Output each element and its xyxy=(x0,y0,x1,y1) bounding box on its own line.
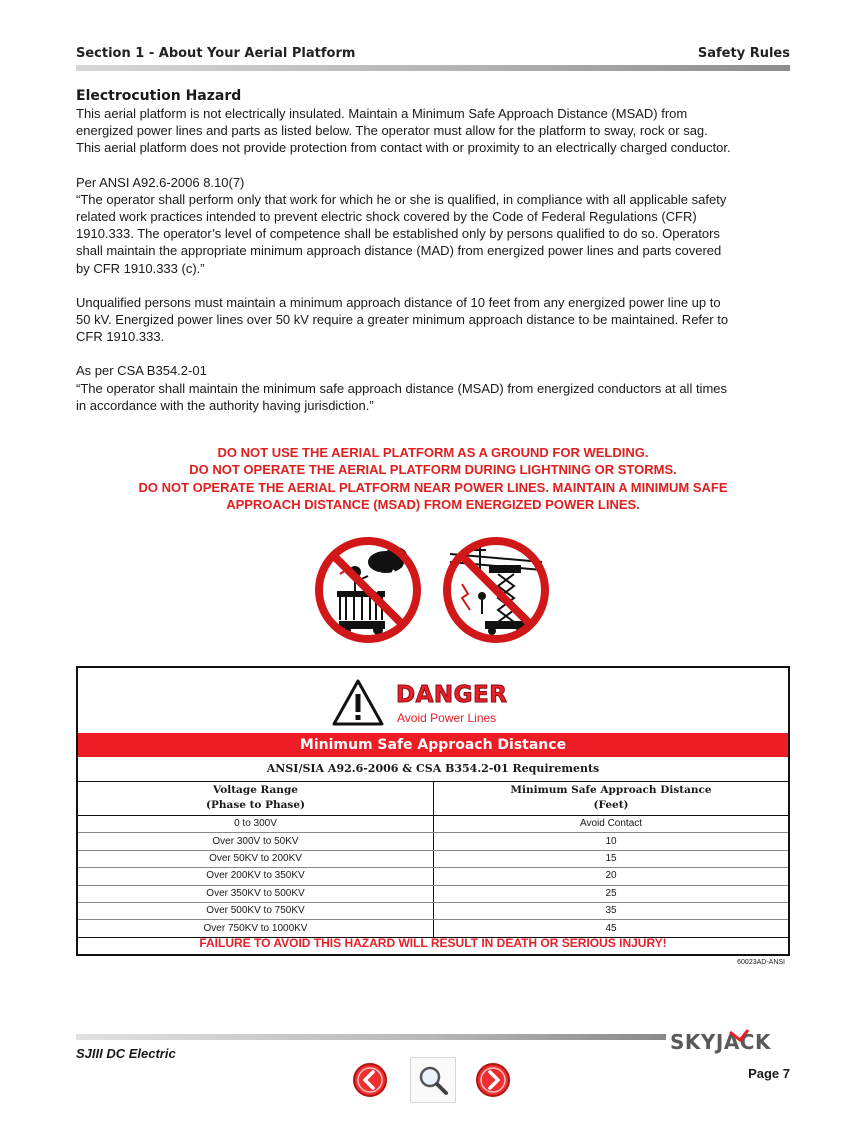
voltage-cell: Over 300V to 50KV xyxy=(78,833,434,850)
section-heading: Electrocution Hazard xyxy=(76,88,242,104)
next-page-icon xyxy=(475,1062,511,1098)
warning-line: APPROACH DISTANCE (MSAD) FROM ENERGIZED POWER LINES. xyxy=(226,496,640,512)
voltage-cell: Over 350KV to 500KV xyxy=(78,885,434,902)
warning-line: DO NOT OPERATE THE AERIAL PLATFORM DURING LIGHTNING OR STORMS. xyxy=(189,462,677,478)
paragraph-line: 1910.333. The operator’s level of competence shall be established only by persons qualified to do so. Operators xyxy=(76,226,720,242)
paragraph-line: in accordance with the authority having jurisdiction.” xyxy=(76,397,374,413)
paragraph-line: Per ANSI A92.6-2006 8.10(7) xyxy=(76,174,245,190)
intro-paragraph xyxy=(76,105,790,157)
voltage-cell: Over 50KV to 200KV xyxy=(78,850,434,867)
warning-line: DO NOT OPERATE THE AERIAL PLATFORM NEAR POWER LINES. MAINTAIN A MINIMUM SAFE xyxy=(138,479,728,495)
paragraph-line: 50 kV. Energized power lines over 50 kV require a greater minimum approach distance to be maintained. Refer to xyxy=(76,312,729,328)
distance-cell: Avoid Contact xyxy=(434,816,789,833)
table-row xyxy=(78,833,788,850)
danger-header xyxy=(331,678,591,730)
paragraph-line: This aerial platform does not provide protection from contact with or proximity to an electrically charged conductor. xyxy=(76,140,731,156)
csa-paragraph xyxy=(76,362,790,414)
requirements-line: ANSI/SIA A92.6-2006 & CSA B354.2-01 Requirements xyxy=(78,757,788,782)
voltage-cell: Over 200KV to 350KV xyxy=(78,868,434,885)
paragraph-line: CFR 1910.333. xyxy=(76,329,165,345)
page-header xyxy=(76,44,790,64)
voltage-cell: 0 to 300V xyxy=(78,816,434,833)
main-content xyxy=(76,87,790,431)
no-power-lines-icon xyxy=(444,538,548,642)
paragraph-line: “The operator shall perform only that work for which he or she is qualified, in compliance with all applicable safety xyxy=(76,191,727,207)
page-number: Page 7 xyxy=(748,1066,790,1081)
column-header-voltage xyxy=(78,781,434,816)
danger-signal-word: DANGER xyxy=(396,682,508,708)
chapter-title: Safety Rules xyxy=(697,46,790,61)
distance-cell: 10 xyxy=(434,833,789,850)
skyjack-logo xyxy=(668,1028,792,1054)
distance-cell: 20 xyxy=(434,868,789,885)
column-header-line: Minimum Safe Approach Distance xyxy=(510,784,712,796)
warning-line: DO NOT USE THE AERIAL PLATFORM AS A GROUND FOR WELDING. xyxy=(217,445,649,460)
table-row xyxy=(78,850,788,867)
column-header-distance xyxy=(434,781,789,816)
pictogram-row xyxy=(310,532,560,650)
failure-warning: FAILURE TO AVOID THIS HAZARD WILL RESULT IN DEATH OR SERIOUS INJURY! xyxy=(199,936,667,950)
paragraph-line: As per CSA B354.2-01 xyxy=(76,363,207,379)
brand-text: SKYJACK xyxy=(670,1030,771,1054)
decal-code: 60023AD-ANSI xyxy=(737,959,785,966)
search-button[interactable] xyxy=(410,1057,456,1103)
previous-page-button[interactable] xyxy=(352,1062,388,1098)
section-title: Section 1 - About Your Aerial Platform xyxy=(76,46,356,61)
search-icon xyxy=(411,1058,455,1102)
paragraph-line: by CFR 1910.333 (c).” xyxy=(76,260,205,276)
warning-triangle-icon xyxy=(331,678,385,728)
danger-decal xyxy=(76,666,790,956)
distance-cell: 35 xyxy=(434,902,789,919)
distance-cell: 45 xyxy=(434,920,789,937)
paragraph-line: shall maintain the appropriate minimum approach distance (MAD) from energized power lines and parts covered xyxy=(76,243,722,259)
footer-rule xyxy=(76,1034,666,1040)
distance-cell: 25 xyxy=(434,885,789,902)
table-header-row xyxy=(78,781,788,816)
voltage-cell: Over 750KV to 1000KV xyxy=(78,920,434,937)
msad-table xyxy=(78,781,788,938)
paragraph-line: related work practices intended to prevent electric shock covered by the Code of Federal Regulations (CFR) xyxy=(76,209,697,225)
model-name: SJIII DC Electric xyxy=(76,1046,176,1061)
paragraph-line: Unqualified persons must maintain a minimum approach distance of 10 feet from any energized power line up to xyxy=(76,294,721,310)
danger-subtitle: Avoid Power Lines xyxy=(397,711,497,725)
paragraph-line: This aerial platform is not electrically insulated. Maintain a Minimum Safe Approach Distance (MSAD) from xyxy=(76,106,688,121)
voltage-cell: Over 500KV to 750KV xyxy=(78,902,434,919)
previous-page-icon xyxy=(352,1062,388,1098)
ansi-paragraph xyxy=(76,174,790,277)
table-row xyxy=(78,902,788,919)
paragraph-line: “The operator shall maintain the minimum safe approach distance (MSAD) from energized conductors at all times xyxy=(76,380,728,396)
header-rule xyxy=(76,65,790,71)
column-header-line: (Phase to Phase) xyxy=(206,799,305,811)
column-header-line: (Feet) xyxy=(593,799,629,811)
next-page-button[interactable] xyxy=(475,1062,511,1098)
warning-block xyxy=(76,444,790,513)
column-header-line: Voltage Range xyxy=(213,784,298,796)
paragraph-line: energized power lines and parts as listed below. The operator must allow for the platform to sway, rock or sag. xyxy=(76,123,708,139)
table-row xyxy=(78,816,788,833)
distance-cell: 15 xyxy=(434,850,789,867)
table-row xyxy=(78,868,788,885)
unqualified-paragraph xyxy=(76,294,790,346)
msad-title-bar: Minimum Safe Approach Distance xyxy=(78,733,788,757)
no-welding-in-storm-icon xyxy=(316,538,420,642)
table-row xyxy=(78,885,788,902)
